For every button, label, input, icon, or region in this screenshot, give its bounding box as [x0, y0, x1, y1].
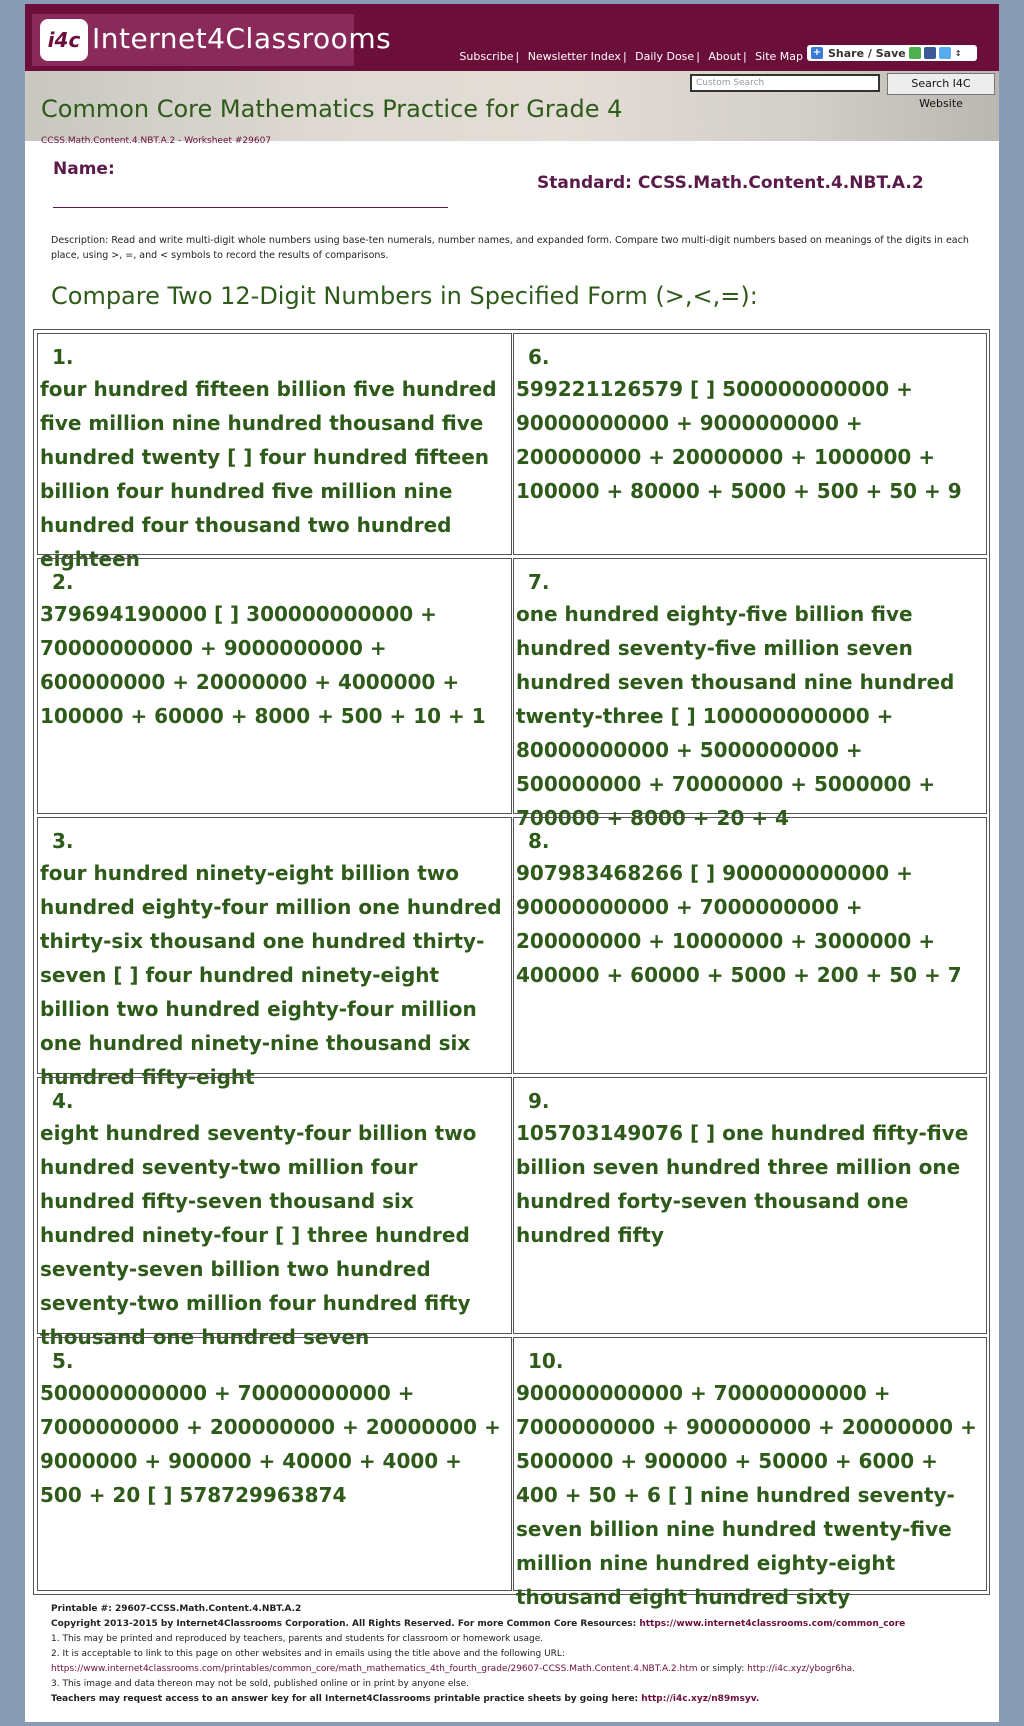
problem-number: 3. — [52, 829, 74, 853]
name-label: Name: — [53, 159, 115, 179]
printable-number: Printable #: 29607-CCSS.Math.Content.4.NBT.A.2 — [51, 1604, 302, 1614]
problem-number: 5. — [52, 1349, 74, 1373]
nav-daily-dose[interactable]: Daily Dose — [635, 50, 695, 63]
top-nav: Subscribe | Newsletter Index | Daily Dose | About | Site Map — [459, 50, 803, 63]
problem-cell — [513, 558, 987, 830]
problem-text: 379694190000 [ ] 300000000000 + 70000000000 + 9000000000 + 600000000 + 20000000 + 4000000 + 100000 + 60000 + 8000 + 500 + 10 + 1 — [40, 602, 486, 728]
i4c-logo-icon: i4c — [40, 19, 88, 61]
worksheet-title: Compare Two 12-Digit Numbers in Specified Form (>,<,=): — [51, 282, 758, 310]
description: Description: Read and write multi-digit whole numbers using base-ten numerals, number names, and expanded form. Compare two multi-digit numbers based on meanings of the digits in each place, using >, =, and < symbols to record the results of comparisons. — [51, 235, 969, 261]
problem-number: 2. — [52, 570, 74, 594]
problem-text: 900000000000 + 70000000000 + 7000000000 + 900000000 + 20000000 + 5000000 + 900000 + 50000 + 6000 + 400 + 50 + 6 [ ] nine hundred seventy-seven billion nine hundred twenty-five million nine hundred eighty-eight thousand eight hundred sixty — [516, 1381, 977, 1609]
standard-label: Standard: CCSS.Math.Content.4.NBT.A.2 — [537, 173, 924, 193]
problem-number: 6. — [528, 345, 550, 369]
problem-text: four hundred ninety-eight billion two hundred eighty-four million one hundred thirty-six thousand one hundred thirty-seven [ ] four hundred ninety-eight billion two hundred eighty-four million one hundred ninety-nine thousand six hundred fifty-eight — [40, 861, 502, 1089]
problem-text: 599221126579 [ ] 500000000000 + 90000000000 + 9000000000 + 200000000 + 20000000 + 1000000 + 100000 + 80000 + 5000 + 500 + 50 + 9 — [516, 377, 962, 503]
share-label: Share / Save — [828, 46, 906, 60]
answer-key-link[interactable]: http://i4c.xyz/n89msyv. — [641, 1694, 760, 1704]
answer-key-note: Teachers may request access to an answer key for all Internet4Classrooms printable practice sheets by going here: http://i4c.xyz/n89msyv. — [51, 1694, 760, 1704]
logo-text: Internet4Classrooms — [92, 22, 392, 55]
nav-newsletter-index[interactable]: Newsletter Index — [527, 50, 621, 63]
problem-text: one hundred eighty-five billion five hundred seventy-five million seven hundred seven thousand nine hundred twenty-three [ ] 100000000000 + 80000000000 + 5000000000 + 500000000 + 70000000 + 5000000 + 700000 + 8000 + 20 + 4 — [516, 602, 955, 830]
page-title: Common Core Mathematics Practice for Grade 4 — [41, 95, 623, 123]
problem-cell — [513, 1077, 987, 1334]
site-logo[interactable] — [32, 14, 392, 66]
footer-note-3: 3. This image and data thereon may not be sold, published online or in print by anyone else. — [51, 1679, 469, 1689]
nav-about[interactable]: About — [708, 50, 741, 63]
footer-note-1: 1. This may be printed and reproduced by teachers, parents and students for classroom or homework usage. — [51, 1634, 544, 1644]
page-banner — [25, 71, 999, 141]
twitter-icon — [939, 47, 951, 59]
problem-number: 8. — [528, 829, 550, 853]
share-green-icon — [909, 47, 921, 59]
footer — [51, 1602, 991, 1707]
search-button[interactable]: Search I4C Website — [887, 73, 995, 95]
problem-number: 7. — [528, 570, 550, 594]
problem-number: 4. — [52, 1089, 74, 1113]
problem-cell — [37, 558, 512, 814]
problem-cell — [37, 817, 512, 1089]
problem-text: 907983468266 [ ] 900000000000 + 90000000000 + 7000000000 + 200000000 + 10000000 + 3000000 + 400000 + 60000 + 5000 + 200 + 50 + 7 — [516, 861, 962, 987]
page — [25, 4, 999, 1722]
worksheet-link[interactable]: https://www.internet4classrooms.com/printables/common_core/math_mathematics_4th_fourth_grade/29607-CCSS.Math.Content.4.NBT.A.2.htm — [51, 1664, 698, 1674]
share-plus-icon: + — [812, 47, 822, 58]
nav-subscribe[interactable]: Subscribe — [459, 50, 514, 63]
common-core-link[interactable]: https://www.internet4classrooms.com/common_core — [639, 1619, 906, 1629]
problem-cell — [513, 333, 987, 555]
problem-number: 10. — [528, 1349, 564, 1373]
problem-text: four hundred fifteen billion five hundred five million nine hundred thousand five hundred twenty [ ] four hundred fifteen billion four hundred five million nine hundred four thousand two hundred eighteen — [40, 377, 497, 571]
problem-cell — [37, 1337, 512, 1591]
copyright: Copyright 2013-2015 by Internet4Classrooms Corporation. All Rights Reserved. For more Common Core Resources: https://www.internet4classrooms.com/common_core — [51, 1619, 906, 1629]
share-save-button[interactable] — [807, 45, 977, 61]
problem-cell — [513, 817, 987, 1074]
short-link[interactable]: http://i4c.xyz/ybogr6ha. — [747, 1664, 855, 1674]
problem-cell — [37, 1077, 512, 1349]
search-input[interactable]: Custom Search — [690, 74, 880, 92]
problem-text: 105703149076 [ ] one hundred fifty-five billion seven hundred three million one hundred forty-seven thousand one hundred fifty — [516, 1121, 969, 1247]
problem-text: eight hundred seventy-four billion two hundred seventy-two million four hundred fifty-seven thousand six hundred ninety-four [ ] three hundred seventy-seven billion two hundred seventy-two million four hundred fifty thousand one hundred seven — [40, 1121, 477, 1349]
name-line — [53, 207, 448, 208]
problem-cell — [513, 1337, 987, 1609]
nav-site-map[interactable]: Site Map — [755, 50, 803, 63]
site-header — [25, 4, 999, 71]
footer-note-2-urls: https://www.internet4classrooms.com/printables/common_core/math_mathematics_4th_fourth_grade/29607-CCSS.Math.Content.4.NBT.A.2.htm or simply: http://i4c.xyz/ybogr6ha. — [51, 1664, 855, 1674]
problem-number: 9. — [528, 1089, 550, 1113]
problem-text: 500000000000 + 70000000000 + 7000000000 + 200000000 + 20000000 + 9000000 + 900000 + 40000 + 4000 + 500 + 20 [ ] 578729963874 — [40, 1381, 501, 1507]
footer-note-2: 2. It is acceptable to link to this page on other websites and in emails using the title above and the following URL: — [51, 1649, 565, 1659]
problem-cell — [37, 333, 512, 571]
problem-number: 1. — [52, 345, 74, 369]
chevron-updown-icon: ↕ — [954, 48, 962, 58]
facebook-icon — [924, 47, 936, 59]
breadcrumb: CCSS.Math.Content.4.NBT.A.2 - Worksheet #29607 — [41, 136, 272, 146]
